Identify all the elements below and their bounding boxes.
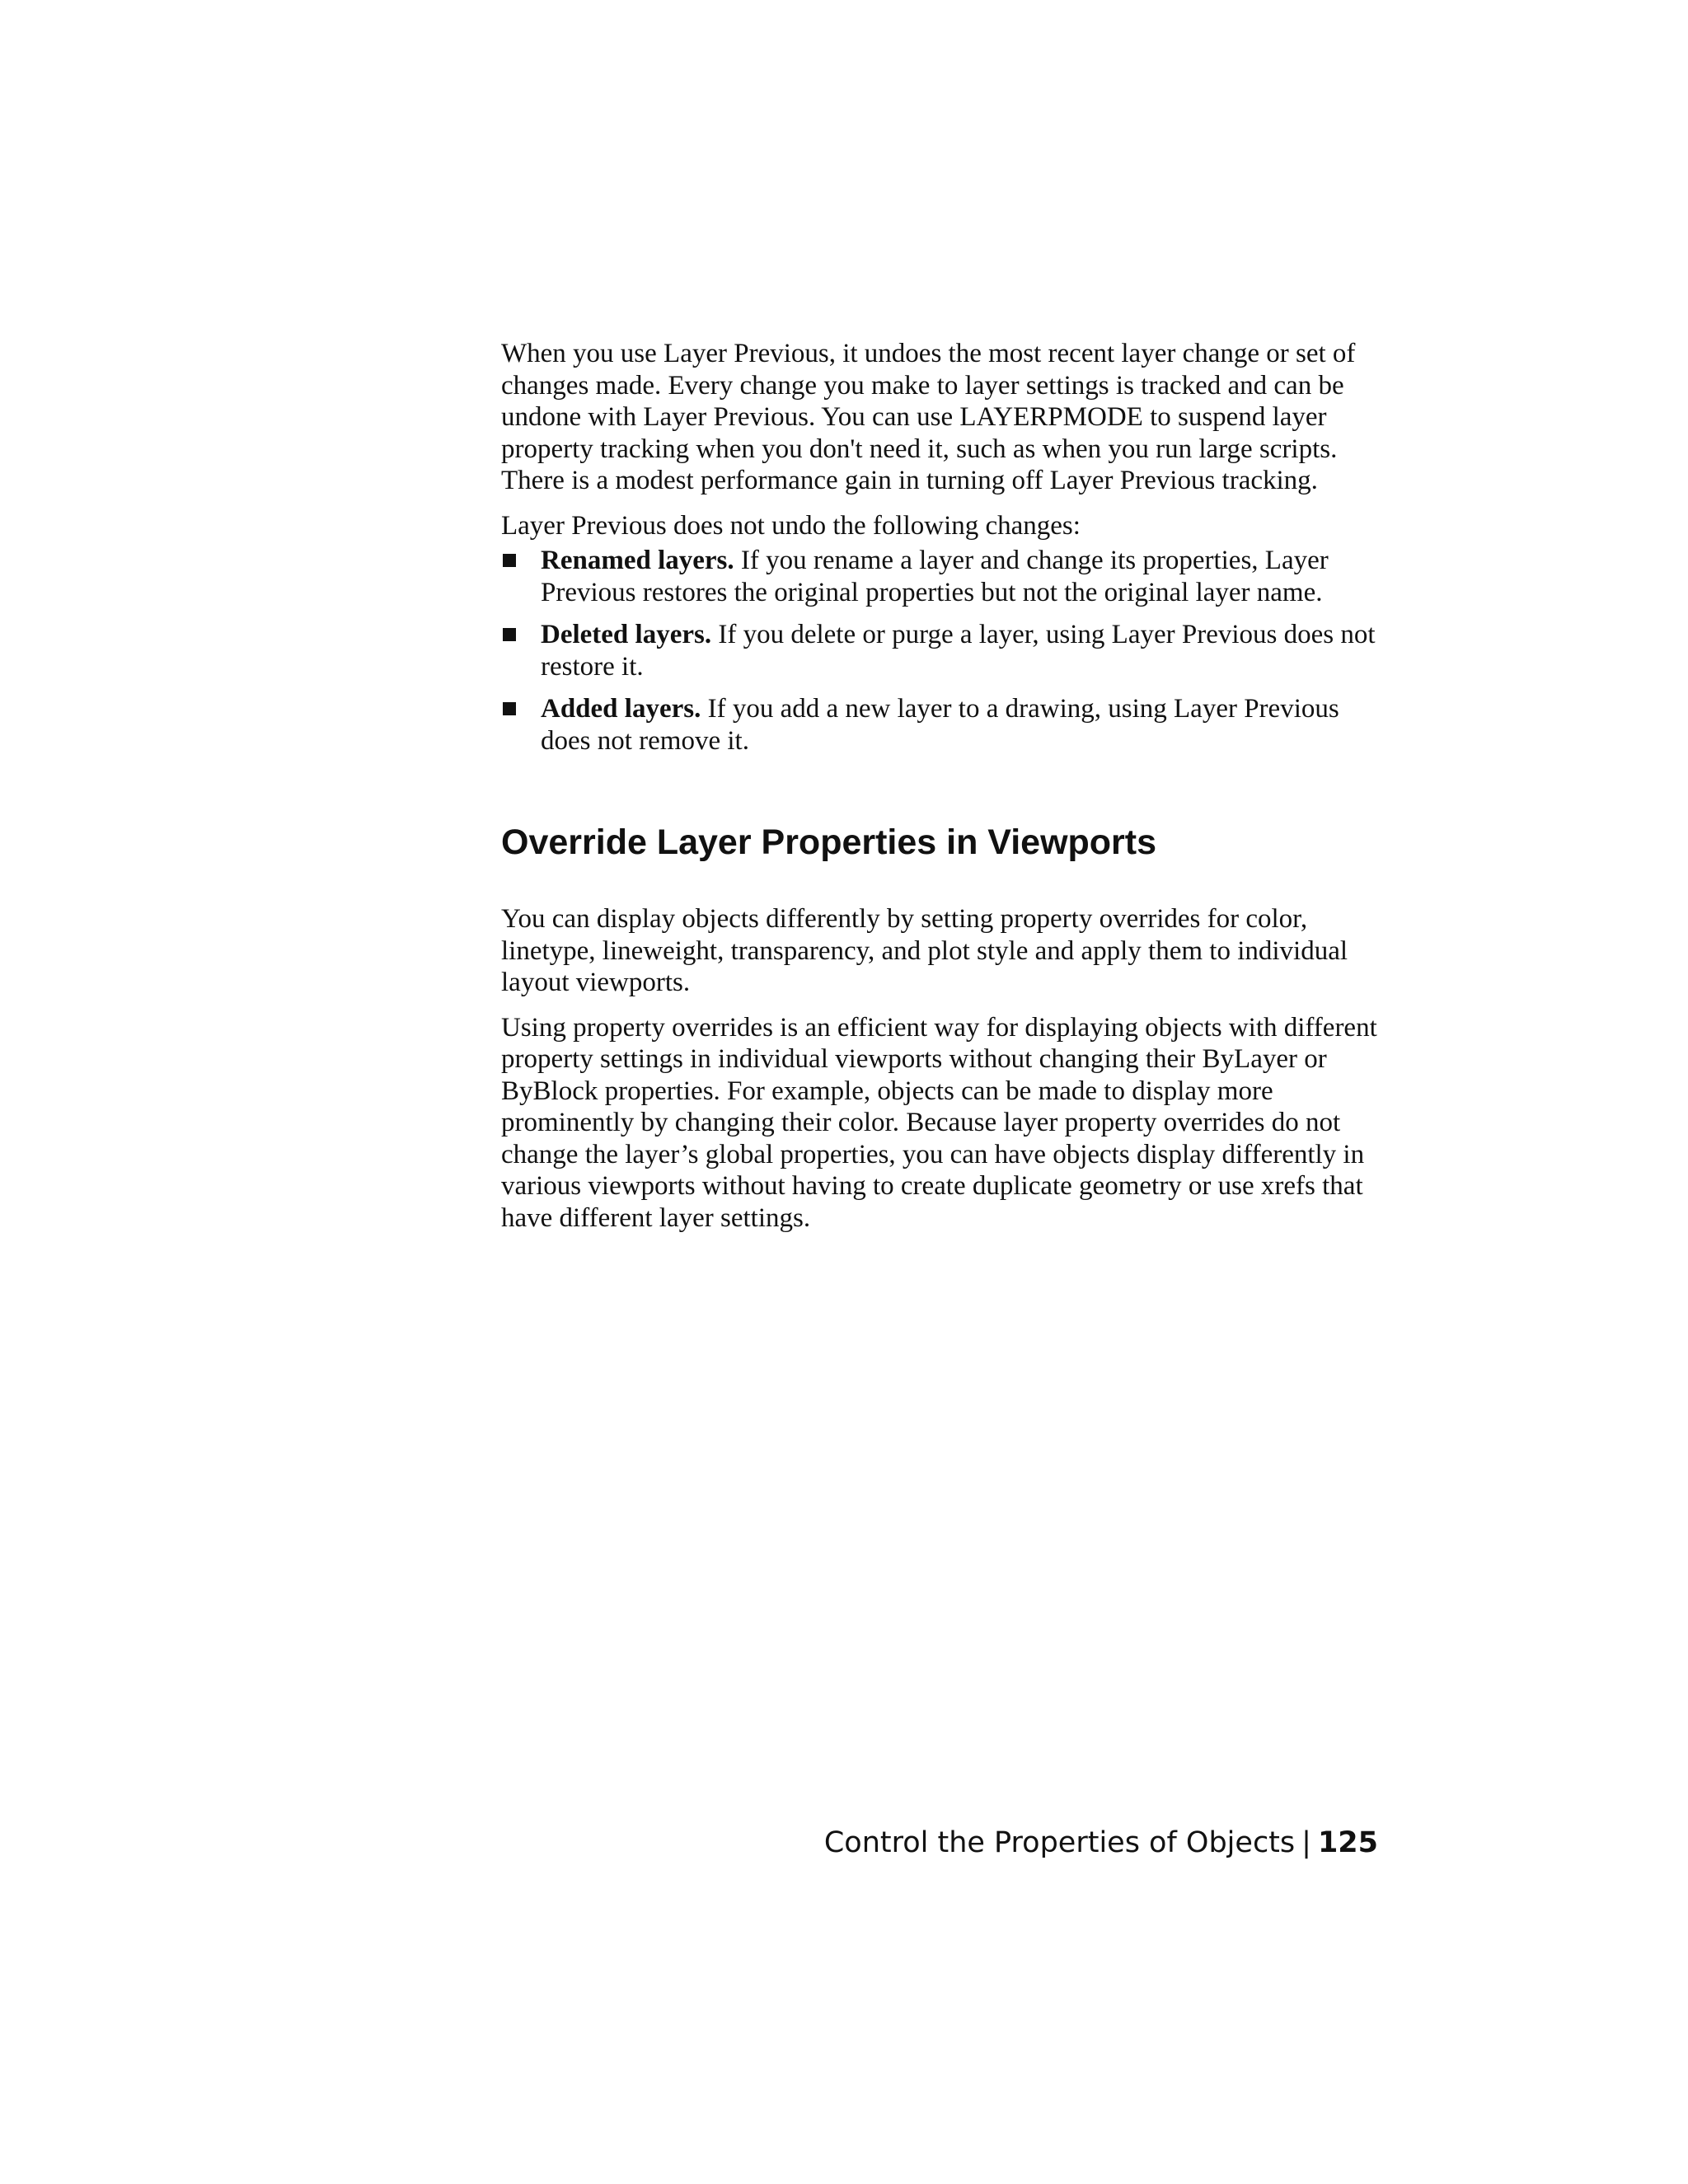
footer-chapter-title: Control the Properties of Objects xyxy=(823,1826,1296,1859)
list-item xyxy=(501,619,1379,682)
section-paragraph-2: Using property overrides is an efficient way for displaying objects with different property settings in individual viewports without changing their ByLayer or ByBlock properties. For example, objects can be made to display more prominently by changing their color. Because layer property overrides do not change the layer’s global properties, you can have objects display differently in various viewports without having to create duplicate geometry or use xrefs that have different layer settings. xyxy=(501,1012,1377,1233)
intro-paragraph: When you use Layer Previous, it undoes the most recent layer change or set of changes made. Every change you make to layer settings is tracked and can be undone with Layer Previous. You can use LAYERPMODE to suspend layer property tracking when you don't need it, such as when you run large scripts. There is a modest performance gain in turning off Layer Previous tracking. xyxy=(501,339,1356,495)
page-footer xyxy=(824,1825,1378,1861)
list-item-lead: Renamed layers. xyxy=(541,546,734,575)
list-item xyxy=(501,545,1379,608)
square-bullet-icon xyxy=(503,702,516,715)
list-item-text: If you add a new layer to a drawing, using Layer Previous does not remove it. xyxy=(541,694,1339,756)
section-paragraph-1: You can display objects differently by setting property overrides for color, linetype, lineweight, transparency, and plot style and apply them to individual layout viewports. xyxy=(501,904,1348,997)
list-item-lead: Deleted layers. xyxy=(541,620,712,649)
bullet-list xyxy=(501,545,1379,757)
list-intro-paragraph: Layer Previous does not undo the following changes: xyxy=(501,510,1081,541)
section-heading: Override Layer Properties in Viewports xyxy=(501,823,1157,862)
page-number: 125 xyxy=(1317,1826,1378,1859)
footer-separator: | xyxy=(1301,1826,1311,1859)
list-item xyxy=(501,693,1379,757)
square-bullet-icon xyxy=(503,628,516,641)
page-content xyxy=(501,338,1379,1234)
square-bullet-icon xyxy=(503,554,516,567)
list-item-text: If you rename a layer and change its properties, Layer Previous restores the original properties but not the original layer name. xyxy=(541,546,1329,607)
list-item-lead: Added layers. xyxy=(541,694,701,724)
list-item-text: If you delete or purge a layer, using Layer Previous does not restore it. xyxy=(541,620,1376,682)
